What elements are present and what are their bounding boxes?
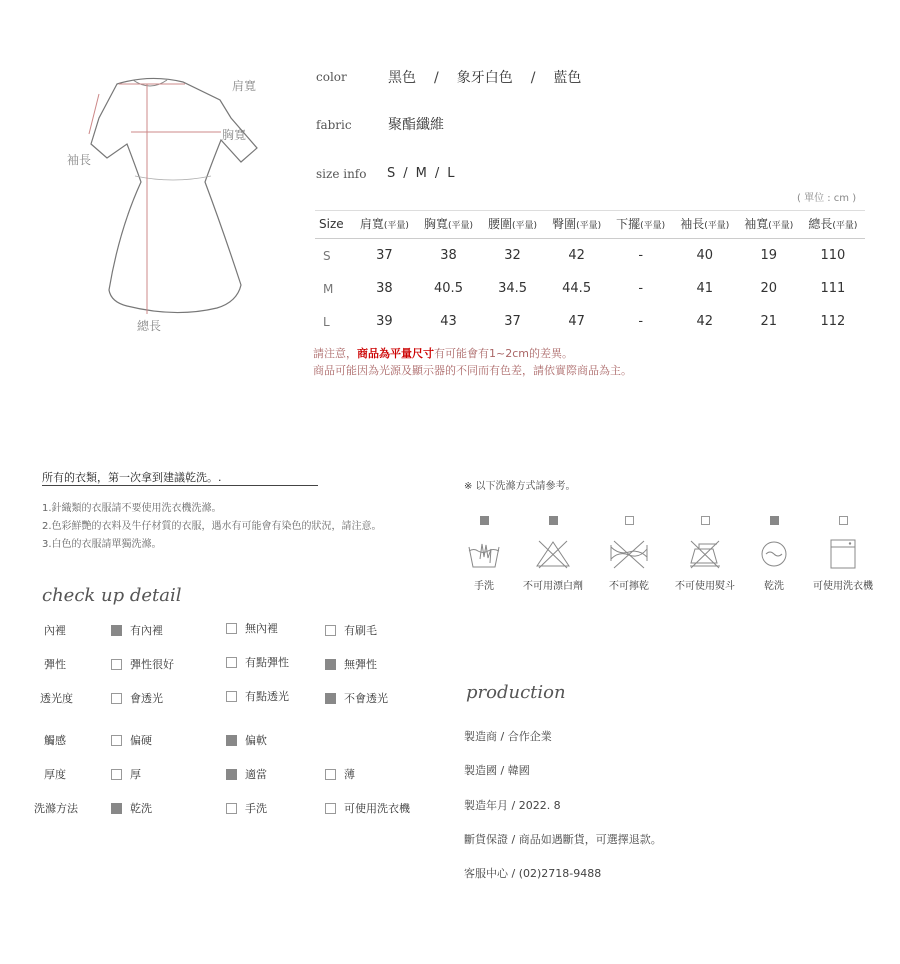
table-row bbox=[315, 239, 865, 273]
table-cell: 20 bbox=[760, 281, 778, 296]
column-header: 腰圍(平量) bbox=[481, 211, 545, 239]
checkbox-checked bbox=[226, 735, 237, 746]
checkbox-checked bbox=[325, 693, 336, 704]
checkbox-option: 厚 bbox=[111, 766, 141, 782]
care-checkbox-checked bbox=[480, 516, 489, 525]
checkbox-option: 有刷毛 bbox=[325, 622, 377, 638]
checkup-title: check up detail bbox=[42, 585, 182, 606]
care-checkbox-unchecked bbox=[701, 516, 710, 525]
checkbox-option: 手洗 bbox=[226, 800, 267, 816]
care-checkbox-checked bbox=[770, 516, 779, 525]
size-cell: L bbox=[323, 314, 330, 329]
column-header: 肩寬(平量) bbox=[352, 211, 416, 239]
size-column-header: Size bbox=[315, 211, 352, 239]
checkup-row-transparency: 透光度 會透光 有點透光 不會透光 bbox=[40, 690, 388, 705]
hand-wash-icon bbox=[466, 539, 502, 569]
size-cell: M bbox=[323, 281, 334, 296]
size-values: S / M / L bbox=[387, 166, 455, 181]
care-checkbox-unchecked bbox=[839, 516, 848, 525]
size-table bbox=[315, 210, 865, 338]
care-label: 不可用漂白劑 bbox=[523, 581, 583, 592]
dry-clean-icon bbox=[758, 539, 790, 569]
dress-outline-icon bbox=[55, 70, 285, 340]
checkbox-option: 可使用洗衣機 bbox=[325, 800, 410, 816]
chest-label: 胸寬 bbox=[222, 128, 247, 142]
checkbox-option: 無內裡 bbox=[226, 620, 278, 636]
production-date: 製造年月 / 2022. 8 bbox=[464, 799, 561, 812]
color-note: 商品可能因為光源及顯示器的不同而有色差，請依實際商品為主。 bbox=[313, 364, 632, 377]
checkbox-checked bbox=[226, 769, 237, 780]
size-note: 請注意，商品為平量尺寸有可能會有1~2cm的差異。 bbox=[313, 347, 573, 360]
checkup-row-lining: 內裡 有內裡 無內裡 有刷毛 bbox=[44, 622, 377, 637]
checkbox-unchecked bbox=[226, 657, 237, 668]
production-country: 製造國 / 韓國 bbox=[464, 764, 530, 777]
checkup-row-wash-method: 洗滌方法 乾洗 手洗 可使用洗衣機 bbox=[34, 802, 410, 815]
table-cell: 19 bbox=[760, 248, 778, 263]
table-cell: 39 bbox=[376, 314, 393, 329]
checkbox-unchecked bbox=[226, 803, 237, 814]
checkup-row-touch: 觸感 偏硬 偏軟 bbox=[44, 734, 267, 747]
checkbox-unchecked bbox=[111, 659, 122, 670]
no-iron-icon bbox=[687, 539, 723, 569]
table-cell: 112 bbox=[820, 314, 846, 329]
checkbox-checked bbox=[111, 803, 122, 814]
table-cell: 40 bbox=[696, 248, 714, 263]
checkup-row-thickness: 厚度 厚 適當 薄 bbox=[44, 768, 355, 781]
size-table-body bbox=[315, 239, 865, 339]
checkbox-option: 有內裡 bbox=[111, 622, 163, 638]
checkbox-unchecked bbox=[325, 625, 336, 636]
washing-note: 1.針織類的衣服請不要使用洗衣機洗滌。 bbox=[42, 503, 222, 514]
checkbox-unchecked bbox=[111, 735, 122, 746]
checkbox-unchecked bbox=[325, 803, 336, 814]
table-cell: 42 bbox=[568, 248, 585, 263]
care-checkbox-unchecked bbox=[625, 516, 634, 525]
column-header: 胸寬(平量) bbox=[416, 211, 480, 239]
production-manufacturer: 製造商 / 合作企業 bbox=[464, 730, 552, 743]
dress-diagram bbox=[55, 70, 285, 340]
table-cell: 42 bbox=[696, 314, 714, 329]
size-table-header bbox=[315, 211, 865, 239]
washing-notes bbox=[42, 500, 382, 554]
production-guarantee: 斷貨保證 / 商品如遇斷貨，可選擇退款。 bbox=[464, 833, 662, 846]
color-ivory: 象牙白色 bbox=[456, 70, 513, 86]
checkbox-option: 偏硬 bbox=[111, 732, 152, 748]
table-cell: 110 bbox=[820, 248, 846, 263]
checkbox-checked bbox=[111, 625, 122, 636]
shoulder-label: 肩寬 bbox=[232, 79, 257, 93]
fabric-value: 聚酯纖維 bbox=[388, 117, 444, 133]
table-cell: 38 bbox=[440, 248, 457, 263]
color-black: 黑色 bbox=[388, 70, 416, 86]
column-header: 袖寬(平量) bbox=[737, 211, 801, 239]
unit-note: ( 單位 : cm ) bbox=[797, 193, 857, 204]
production-title: production bbox=[466, 682, 566, 703]
column-header: 總長(平量) bbox=[801, 211, 865, 239]
table-cell: - bbox=[638, 314, 644, 329]
color-values: 黑色 / 象牙白色 / 藍色 bbox=[388, 70, 582, 86]
checkbox-option: 會透光 bbox=[111, 690, 163, 706]
size-note-strong: 商品為平量尺寸 bbox=[357, 347, 434, 360]
table-cell: 47 bbox=[568, 314, 585, 329]
washing-note: 2.色彩鮮艷的衣料及牛仔材質的衣服，遇水有可能會有染色的狀況，請注意。 bbox=[42, 521, 382, 532]
care-label: 手洗 bbox=[474, 581, 494, 592]
checkbox-option: 乾洗 bbox=[111, 800, 152, 816]
care-label: 不可使用熨斗 bbox=[675, 581, 735, 592]
checkup-grid bbox=[34, 622, 434, 822]
column-header: 下擺(平量) bbox=[609, 211, 673, 239]
length-label: 總長 bbox=[137, 319, 162, 333]
checkbox-option: 彈性很好 bbox=[111, 656, 174, 672]
table-row bbox=[315, 305, 865, 338]
table-cell: 32 bbox=[504, 248, 521, 263]
no-bleach-icon bbox=[535, 539, 571, 569]
table-cell: 34.5 bbox=[498, 281, 528, 296]
checkbox-unchecked bbox=[111, 693, 122, 704]
table-cell: 21 bbox=[760, 314, 778, 329]
care-item-washing-machine bbox=[808, 516, 878, 592]
sleeve-label: 袖長 bbox=[67, 153, 92, 167]
column-header: 袖長(平量) bbox=[673, 211, 737, 239]
checkbox-unchecked bbox=[226, 691, 237, 702]
checkbox-unchecked bbox=[111, 769, 122, 780]
table-cell: 37 bbox=[376, 248, 393, 263]
table-cell: 111 bbox=[820, 281, 846, 296]
checkbox-unchecked bbox=[226, 623, 237, 634]
checkbox-option: 有點透光 bbox=[226, 688, 289, 704]
care-label: 不可擰乾 bbox=[609, 581, 649, 592]
checkbox-option: 適當 bbox=[226, 766, 267, 782]
table-row bbox=[315, 272, 865, 305]
size-info-key: size info bbox=[316, 167, 367, 181]
washing-title: 所有的衣類，第一次拿到建議乾洗。. bbox=[42, 471, 222, 484]
care-label: 乾洗 bbox=[764, 581, 784, 592]
color-blue: 藍色 bbox=[553, 70, 582, 86]
table-cell: - bbox=[638, 281, 644, 296]
table-cell: 43 bbox=[440, 314, 457, 329]
column-header: 臀圍(平量) bbox=[545, 211, 609, 239]
care-label: 可使用洗衣機 bbox=[813, 581, 873, 592]
production-customer-service: 客服中心 / (02)2718-9488 bbox=[464, 867, 602, 880]
size-cell: S bbox=[323, 248, 331, 263]
no-wring-icon bbox=[609, 539, 649, 569]
care-title: ※ 以下洗滌方式請參考。 bbox=[464, 481, 576, 492]
care-item-dry-clean bbox=[756, 516, 792, 592]
care-item-hand-wash bbox=[464, 516, 504, 592]
washing-note: 3.白色的衣服請單獨洗滌。 bbox=[42, 539, 162, 550]
checkbox-checked bbox=[325, 659, 336, 670]
care-item-no-iron bbox=[671, 516, 739, 592]
fabric-key: fabric bbox=[316, 118, 352, 132]
washing-divider bbox=[42, 485, 318, 486]
table-cell: 41 bbox=[696, 281, 714, 296]
care-item-no-wring bbox=[603, 516, 655, 592]
table-cell: 40.5 bbox=[434, 281, 463, 296]
care-checkbox-checked bbox=[549, 516, 558, 525]
table-cell: 37 bbox=[504, 314, 521, 329]
checkbox-option: 偏軟 bbox=[226, 732, 267, 748]
checkbox-option: 薄 bbox=[325, 766, 355, 782]
color-key: color bbox=[316, 70, 347, 84]
checkbox-option: 不會透光 bbox=[325, 690, 388, 706]
table-cell: - bbox=[638, 248, 644, 263]
table-cell: 38 bbox=[376, 281, 393, 296]
checkbox-unchecked bbox=[325, 769, 336, 780]
care-item-no-bleach bbox=[518, 516, 588, 592]
table-cell: 44.5 bbox=[562, 281, 592, 296]
checkup-row-elasticity: 彈性 彈性很好 有點彈性 無彈性 bbox=[44, 656, 377, 671]
washing-machine-icon bbox=[828, 539, 858, 569]
checkbox-option: 有點彈性 bbox=[226, 654, 289, 670]
checkbox-option: 無彈性 bbox=[325, 656, 377, 672]
